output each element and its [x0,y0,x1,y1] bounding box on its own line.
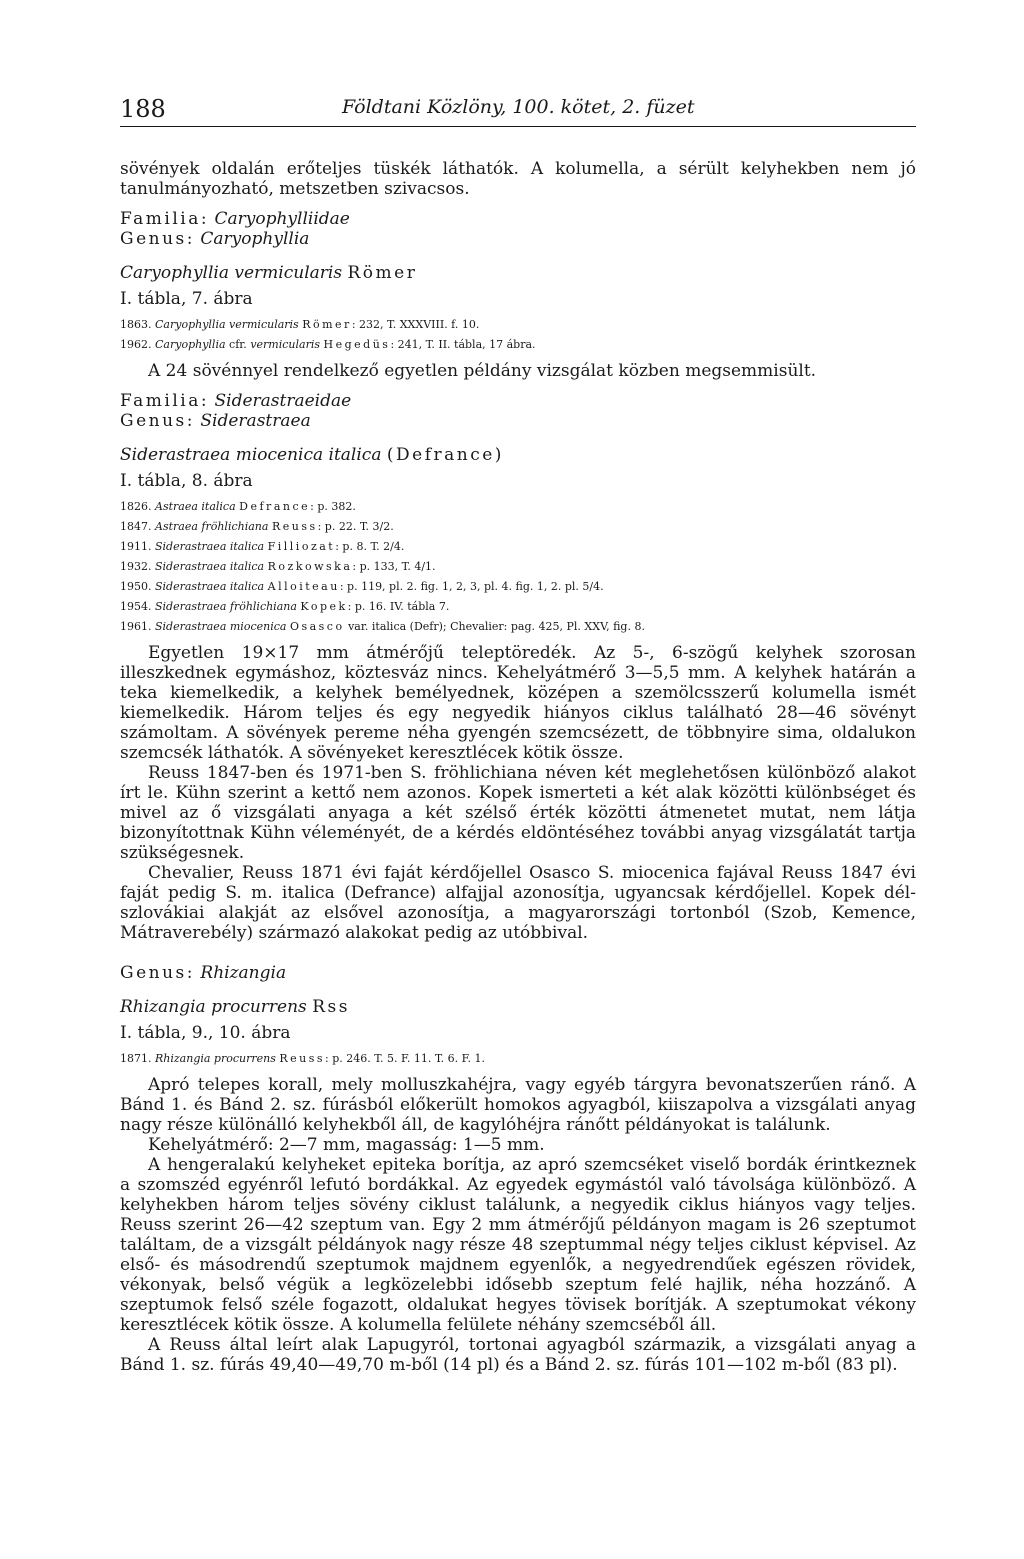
synonym-entry: 1826. Astraea italica Defrance: p. 382. [120,500,356,513]
synonym-entry: 1871. Rhizangia procurrens Reuss: p. 246. T. 5. F. 11. T. 6. F. 1. [120,1052,485,1065]
body-paragraph: A hengeralakú kelyheket epiteka borítja, az apró szemcséket viselő bordák érintkeznek a szomszéd egyénről lefutó bordákkal. Az egyedek egymástól való távolsága különböző. A kelyhekben három teljes sövény ciklust találunk, a negyedik ciklus hiányos vagy teljes. Reuss szerint 26—42 szeptum van. Egy 2 mm átmérőjű példányon magam is 26 szeptumot találtam, de a vizsgált példányok nagy része 48 szeptummal négy teljes ciklust képvisel. Az első- és másodrendű szeptumok majdnem egyenlők, a negyedrendűek egészen rövidek, vékonyak, belső végük a legközelebbi idősebb szeptum felé hajlik, néha hozzánő. A szeptumok felső széle fogazott, oldalukat hegyes tövisek borítják. A szeptumokat vékony keresztlécek kötik össze. A kolumella felülete néhány szemcséből áll. [120,1155,916,1335]
plate-reference: I. tábla, 7. ábra [120,289,253,309]
synonym-entry: 1950. Siderastraea italica Alloiteau: p. 119, pl. 2. fig. 1, 2, 3, pl. 4. fig. 1, 2. pl. 5/4. [120,580,604,593]
genus-heading: Genus: Rhizangia [120,963,287,983]
body-paragraph: Chevalier, Reuss 1871 évi faját kérdőjellel Osasco S. miocenica fajával Reuss 1847 évi faját pedig S. m. italica (Defrance) alfajjal azonosítja, ugyancsak kérdőjellel. Kopek dél-szlovákiai alakját az elsővel azonosítja, a magyarországi tortonból (Szob, Kemence, Mátraverebély) származó alakokat pedig az utóbbival. [120,863,916,943]
page-number: 188 [120,95,166,123]
synonym-entry: 1863. Caryophyllia vermicularis Römer: 232, T. XXXVIII. f. 10. [120,318,480,331]
species-heading: Siderastraea miocenica italica (Defrance) [120,445,504,465]
header-rule [120,126,916,127]
body-paragraph: Apró telepes korall, mely molluszkahéjra, vagy egyéb tárgyra bevonatszerűen ránő. A Bánd 1. és Bánd 2. sz. fúrásból előkerült homokos agyagból, kiiszapolva a vizsgálati anyag nagy része különálló kelyhekből áll, de kagylóhéjra ránőtt példányokat is találunk. [120,1075,916,1135]
body-paragraph: Reuss 1847-ben és 1971-ben S. fröhlichiana néven két meglehetősen különböző alakot írt le. Kühn szerint a kettő nem azonos. Kopek ismerteti a két alak közötti különbséget és mivel az ő vizsgálati anyaga a két szélső érték közötti átmenetet mutat, nem látja bizonyítottnak Kühn véleményét, de a kérdés eldöntéséhez további anyag vizsgálatát tartja szükségesnek. [120,763,916,863]
body-paragraph: Kehelyátmérő: 2—7 mm, magasság: 1—5 mm. [148,1135,545,1155]
synonym-entry: 1961. Siderastraea miocenica Osasco var. italica (Defr); Chevalier: pag. 425, Pl. XXV, fig. 8. [120,620,645,633]
running-head: Földtani Közlöny, 100. kötet, 2. füzet [342,96,695,118]
familia-heading: Familia: Caryophylliidae [120,209,350,229]
body-paragraph: A 24 sövénnyel rendelkező egyetlen példány vizsgálat közben megsemmisült. [148,361,817,381]
synonym-entry: 1911. Siderastraea italica Filliozat: p. 8. T. 2/4. [120,540,405,553]
page-body [120,159,916,1375]
synonym-entry: 1932. Siderastraea italica Rozkowska: p. 133, T. 4/1. [120,560,436,573]
body-paragraph: Egyetlen 19×17 mm átmérőjű teleptöredék. Az 5-, 6-szögű kelyhek szorosan illeszkednek egymáshoz, köztesváz nincs. Kehelyátmérő 3—5,5 mm. A kelyhek határán a teka kiemelkedik, a kelyhek bemélyednek, középen a szemölcsszerű kolumella ismét kiemelkedik. Három teljes és egy negyedik hiányos ciklus található 28—46 sövényt számoltam. A sövények pereme néha gyengén szemcsézett, de többnyire sima, oldalukon szemcsék láthatók. A sövényeket keresztlécek kötik össze. [120,643,916,763]
synonym-entry: 1962. Caryophyllia cfr. vermicularis Hegedüs: 241, T. II. tábla, 17 ábra. [120,338,536,351]
synonym-entry: 1954. Siderastraea fröhlichiana Kopek: p. 16. IV. tábla 7. [120,600,450,613]
plate-reference: I. tábla, 9., 10. ábra [120,1023,291,1043]
plate-reference: I. tábla, 8. ábra [120,471,253,491]
intro-paragraph: sövények oldalán erőteljes tüskék láthatók. A kolumella, a sérült kelyhekben nem jó tanulmányozható, metszetben szivacsos. [120,159,916,199]
species-heading: Caryophyllia vermicularis Römer [120,263,418,283]
genus-heading: Genus: Caryophyllia [120,229,310,249]
running-header [120,95,916,125]
familia-heading: Familia: Siderastraeidae [120,391,352,411]
synonym-entry: 1847. Astraea fröhlichiana Reuss: p. 22. T. 3/2. [120,520,394,533]
genus-heading: Genus: Siderastraea [120,411,311,431]
species-heading: Rhizangia procurrens Rss [120,997,350,1017]
body-paragraph: A Reuss által leírt alak Lapugyról, tortonai agyagból származik, a vizsgálati anyag a Bánd 1. sz. fúrás 49,40—49,70 m-ből (14 pl) és a Bánd 2. sz. fúrás 101—102 m-ből (83 pl). [120,1335,916,1375]
